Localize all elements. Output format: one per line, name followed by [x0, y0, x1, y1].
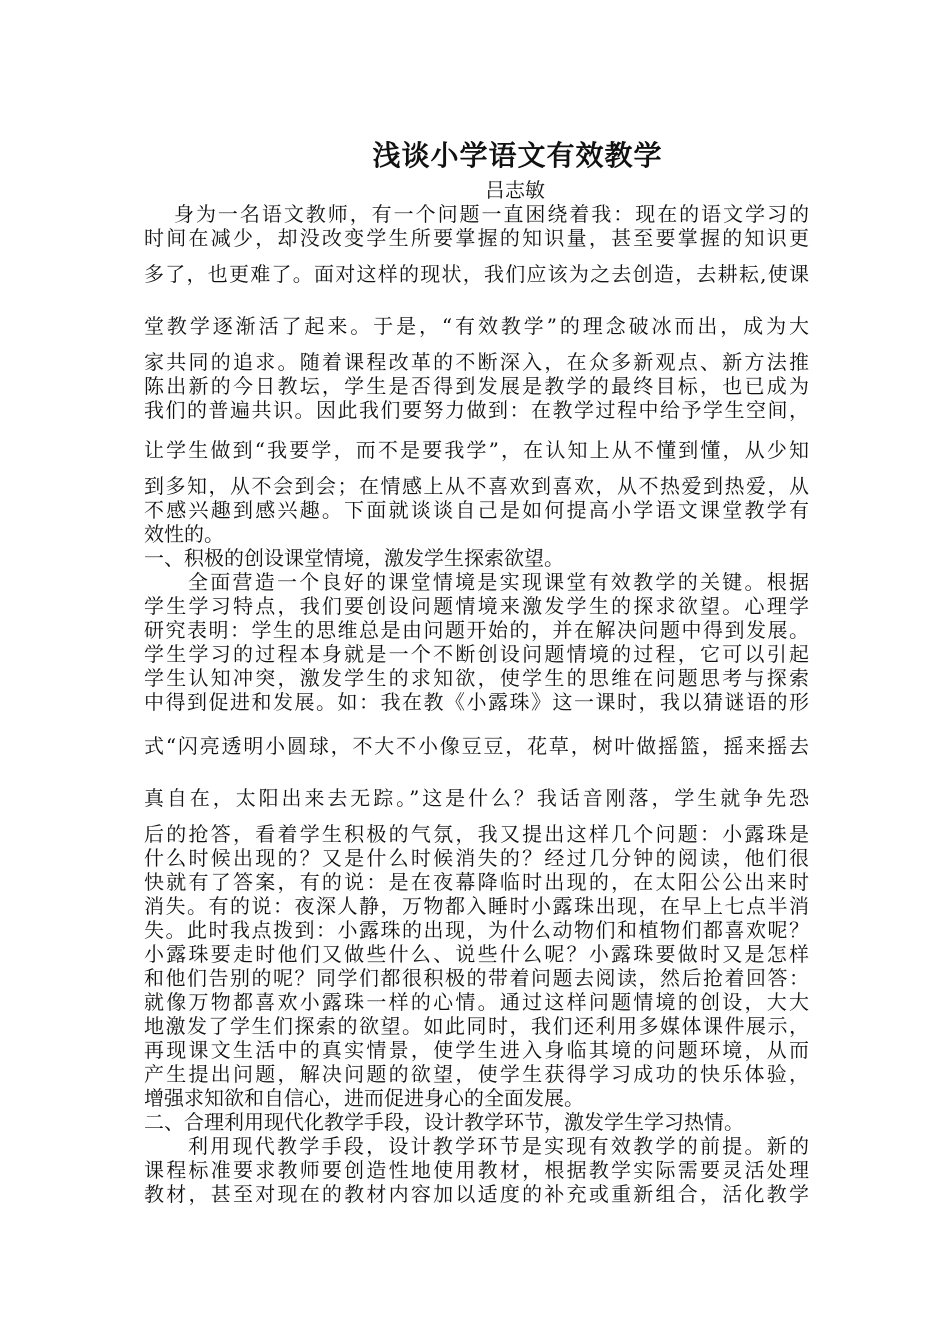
text-line: 不感兴趣到感兴趣。下面就谈谈自己是如何提高小学语文课堂教学有 — [144, 498, 809, 522]
section-heading: 一、积极的创设课堂情境，激发学生探索欲望。 — [144, 546, 564, 570]
text-line: 课程标准要求教师要创造性地使用教材，根据教学实际需要灵活处理 — [144, 1158, 809, 1182]
text-line: 再现课文生活中的真实情景，使学生进入身临其境的问题环境，从而 — [144, 1038, 809, 1062]
text-line: 堂教学逐渐活了起来。于是，“有效教学”的理念破冰而出，成为大 — [144, 314, 809, 338]
text-line: 研究表明：学生的思维总是由问题开始的，并在解决问题中得到发展。 — [144, 618, 809, 642]
text-line: 后的抢答，看着学生积极的气氛，我又提出这样几个问题：小露珠是 — [144, 822, 809, 846]
text-line: 真自在，太阳出来去无踪。”这是什么？我话音刚落，学生就争先恐 — [144, 786, 809, 810]
text-line: 家共同的追求。随着课程改革的不断深入，在众多新观点、新方法推 — [144, 350, 809, 374]
text-line: 教材，甚至对现在的教材内容加以适度的补充或重新组合，活化教学 — [144, 1182, 809, 1206]
text-line: 全面营造一个良好的课堂情境是实现课堂有效教学的关键。根据 — [188, 570, 809, 594]
text-line: 中得到促进和发展。如：我在教《小露珠》这一课时，我以猜谜语的形 — [144, 690, 809, 714]
text-line: 学生认知冲突，激发学生的求知欲，使学生的思维在问题思考与探索 — [144, 666, 809, 690]
text-line: 和他们告别的呢？同学们都很积极的带着问题去阅读，然后抢着回答： — [144, 966, 809, 990]
author-name: 吕志敏 — [485, 178, 545, 202]
text-line: 学生学习特点，我们要创设问题情境来激发学生的探求欲望。心理学 — [144, 594, 809, 618]
text-line: 就像万物都喜欢小露珠一样的心情。通过这样问题情境的创设，大大 — [144, 990, 809, 1014]
text-line: 快就有了答案，有的说：是在夜幕降临时出现的，在太阳公公出来时 — [144, 870, 809, 894]
text-line: 到多知，从不会到会；在情感上从不喜欢到喜欢，从不热爱到热爱，从 — [144, 474, 809, 498]
text-line: 陈出新的今日教坛，学生是否得到发展是教学的最终目标，也已成为 — [144, 374, 809, 398]
text-line: 小露珠要走时他们又做些什么、说些什么呢？小露珠要做时又是怎样 — [144, 942, 809, 966]
text-line: 让学生做到“我要学，而不是要我学”，在认知上从不懂到懂，从少知 — [144, 438, 809, 462]
text-line: 产生提出问题，解决问题的欲望，使学生获得学习成功的快乐体验， — [144, 1062, 809, 1086]
section-heading: 二、合理利用现代化教学手段，设计教学环节，激发学生学习热情。 — [144, 1110, 744, 1134]
text-line: 我们的普遍共识。因此我们要努力做到：在教学过程中给予学生空间， — [144, 398, 809, 422]
text-line: 多了，也更难了。面对这样的现状，我们应该为之去创造，去耕耘,使课 — [144, 262, 809, 286]
text-line: 身为一名语文教师，有一个问题一直困绕着我：现在的语文学习的 — [174, 202, 809, 226]
text-line: 什么时候出现的？又是什么时候消失的？经过几分钟的阅读，他们很 — [144, 846, 809, 870]
text-line: 地激发了学生们探索的欲望。如此同时，我们还利用多媒体课件展示， — [144, 1014, 809, 1038]
text-line: 式“闪亮透明小圆球，不大不小像豆豆，花草，树叶做摇篮，摇来摇去 — [144, 734, 809, 758]
text-line: 效性的。 — [144, 522, 224, 546]
text-line: 学生学习的过程本身就是一个不断创设问题情境的过程，它可以引起 — [144, 642, 809, 666]
text-line: 时间在减少，却没改变学生所要掌握的知识量，甚至要掌握的知识更 — [144, 226, 809, 250]
text-line: 利用现代教学手段，设计教学环节是实现有效教学的前提。新的 — [188, 1134, 809, 1158]
document-title: 浅谈小学语文有效教学 — [372, 139, 663, 172]
text-line: 消失。有的说：夜深人静，万物都入睡时小露珠出现，在早上七点半消 — [144, 894, 809, 918]
text-line: 失。此时我点拨到：小露珠的出现，为什么动物们和植物们都喜欢呢？ — [144, 918, 809, 942]
text-line: 增强求知欲和自信心，进而促进身心的全面发展。 — [144, 1086, 584, 1110]
